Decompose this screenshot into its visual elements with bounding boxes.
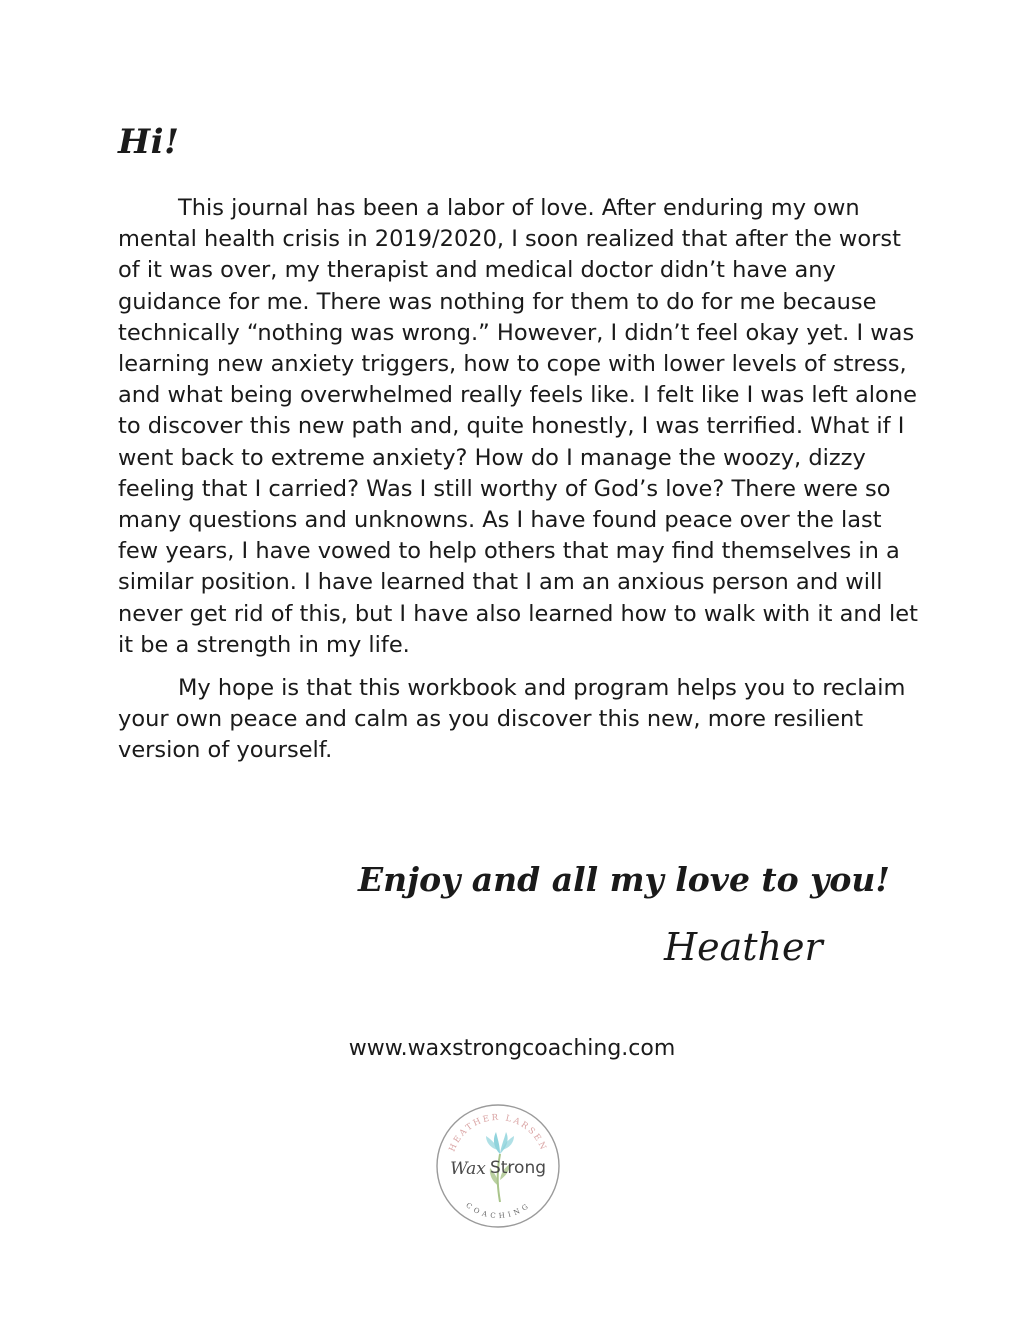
wax-strong-logo [434, 1102, 562, 1230]
logo-strong: Strong [489, 1158, 547, 1178]
letter-body [118, 193, 918, 767]
logo-wax: Wax [450, 1159, 486, 1179]
closing-line: Enjoy and all my love to you! [358, 860, 890, 899]
paragraph-1: This journal has been a labor of love. After enduring my own mental health crisis in 2019/2020, I soon realized that after the worst of it was over, my therapist and medical doctor didn’t have any guidance for me. There was nothing for them to do for me because technically “nothing was wrong.” However, I didn’t feel okay yet. I was learning new anxiety triggers, how to cope with lower levels of stress, and what being overwhelmed really feels like. I felt like I was left alone to discover this new path and, quite honestly, I was terrified. What if I went back to extreme anxiety? How do I manage the woozy, dizzy feeling that I carried? Was I still worthy of God’s love? There were so many questions and unknowns. As I have found peace over the last few years, I have vowed to help others that may find themselves in a similar position. I have learned that I am an anxious person and will never get rid of this, but I have also learned how to walk with it and let it be a strength in my life. [118, 195, 918, 658]
website-link[interactable]: www.waxstrongcoaching.com [348, 1036, 676, 1061]
greeting-heading: Hi! [118, 122, 180, 162]
logo-top-text: HEATHER LARSEN [447, 1112, 549, 1154]
logo-bottom-text: COACHING [464, 1201, 532, 1221]
paragraph-2: My hope is that this workbook and program helps you to reclaim your own peace and calm as you discover this new, more resilient version of yourself. [118, 675, 906, 764]
signature: Heather [664, 925, 823, 969]
